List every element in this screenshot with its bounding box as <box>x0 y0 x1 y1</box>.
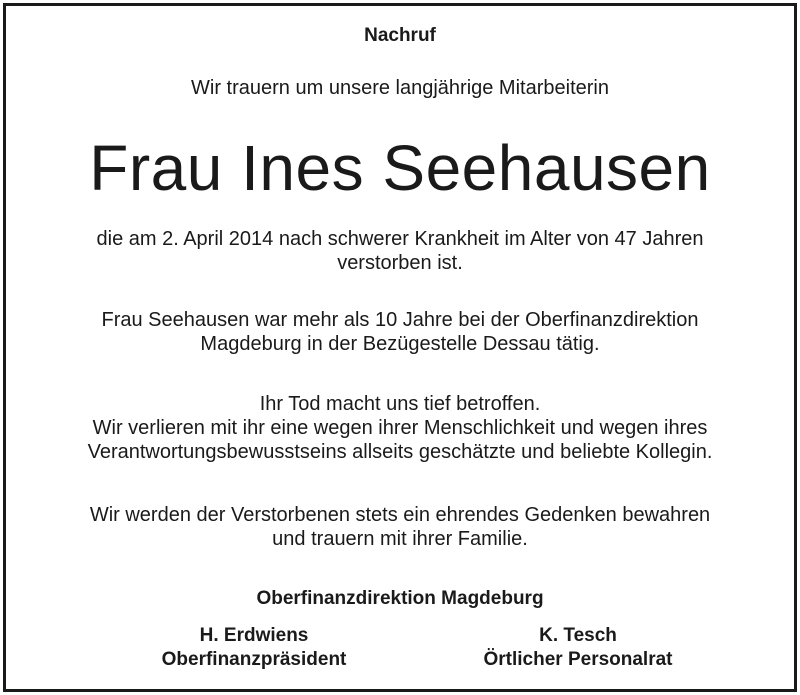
paragraph-line: Frau Seehausen war mehr als 10 Jahre bei der Oberfinanzdirektion <box>101 309 699 331</box>
paragraph-line: Wir werden der Verstorbenen stets ein ehrendes Gedenken bewahren <box>89 504 711 526</box>
paragraph-line: Magdeburg in der Bezügestelle Dessau tätig. <box>200 333 600 355</box>
paragraph-line: und trauern mit ihrer Familie. <box>272 528 528 550</box>
signatory-right <box>428 624 728 672</box>
obituary-notice <box>3 3 797 692</box>
signatory-name: K. Tesch <box>539 625 617 646</box>
paragraph-line: verstorben ist. <box>337 252 463 274</box>
paragraph-line: die am 2. April 2014 nach schwerer Krankheit im Alter von 47 Jahren <box>96 228 704 250</box>
death-paragraph <box>6 227 794 275</box>
paragraph-line: Ihr Tod macht uns tief betroffen. <box>259 393 541 415</box>
condolence-paragraph <box>6 392 794 464</box>
notice-heading: Nachruf <box>364 25 436 46</box>
signatory-title: Örtlicher Personalrat <box>483 649 673 670</box>
deceased-name: Frau Ines Seehausen <box>89 132 711 204</box>
employment-paragraph <box>6 308 794 356</box>
organization-name: Oberfinanzdirektion Magdeburg <box>256 588 544 609</box>
paragraph-line: Wir verlieren mit ihr eine wegen ihrer Menschlichkeit und wegen ihres <box>92 417 708 439</box>
signatory-name: H. Erdwiens <box>199 625 309 646</box>
intro-text: Wir trauern um unsere langjährige Mitarbeiterin <box>191 77 609 99</box>
signatory-left <box>104 624 404 672</box>
remembrance-paragraph <box>6 503 794 551</box>
signatory-title: Oberfinanzpräsident <box>161 649 347 670</box>
paragraph-line: Verantwortungsbewusstseins allseits geschätzte und beliebte Kollegin. <box>87 441 713 463</box>
